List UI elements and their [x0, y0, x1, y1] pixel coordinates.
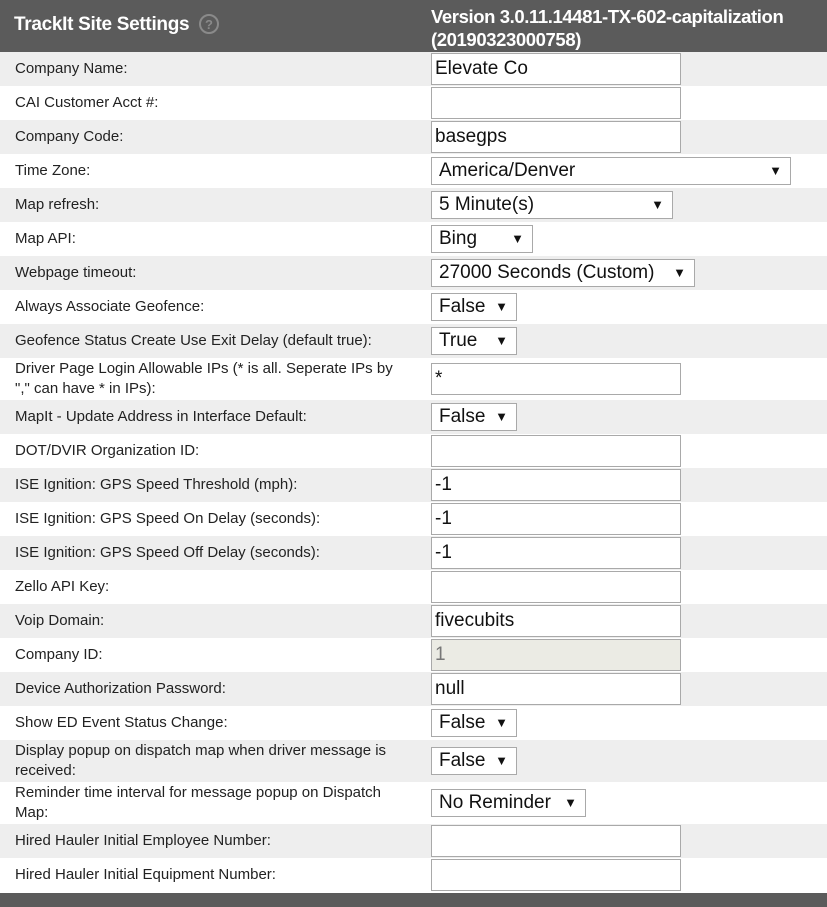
- setting-label: DOT/DVIR Organization ID:: [15, 442, 200, 459]
- map-api-select[interactable]: [431, 225, 533, 253]
- version-info: [431, 5, 821, 51]
- setting-row-driver-login-ips: [0, 358, 827, 400]
- setting-row-webpage-timeout: [0, 256, 827, 290]
- setting-label: Company ID:: [15, 646, 103, 663]
- setting-label: Always Associate Geofence:: [15, 298, 205, 315]
- dot-dvir-org-id-input[interactable]: [431, 435, 681, 467]
- triangle-down-icon: ▼: [495, 409, 508, 424]
- triangle-down-icon: ▼: [673, 265, 686, 280]
- setting-label: Display popup on dispatch map when driver message is received:: [15, 742, 387, 779]
- popup-reminder-value: No Reminder: [439, 792, 551, 813]
- setting-label: Company Code:: [15, 128, 124, 145]
- company-code-input[interactable]: basegps: [431, 121, 681, 153]
- geofence-exit-delay-value: True: [439, 330, 478, 351]
- setting-label: CAI Customer Acct #:: [15, 94, 159, 111]
- settings-header: [0, 0, 827, 52]
- setting-row-zello-api-key: [0, 570, 827, 604]
- company-name-input[interactable]: Elevate Co: [431, 53, 681, 85]
- show-ed-event-status-select[interactable]: [431, 709, 517, 737]
- version-number: Version 3.0.11.14481-TX-602-capitalization: [431, 6, 784, 27]
- ise-speed-threshold-input[interactable]: -1: [431, 469, 681, 501]
- setting-row-show-ed-event-status: [0, 706, 827, 740]
- triangle-down-icon: ▼: [495, 333, 508, 348]
- setting-label: Voip Domain:: [15, 612, 105, 629]
- map-refresh-select[interactable]: [431, 191, 673, 219]
- setting-row-always-associate-geofence: [0, 290, 827, 324]
- setting-row-ise-speed-off-delay: [0, 536, 827, 570]
- triangle-down-icon: ▼: [651, 197, 664, 212]
- setting-row-ise-speed-threshold: [0, 468, 827, 502]
- setting-row-time-zone: [0, 154, 827, 188]
- map-api-value: Bing: [439, 228, 478, 249]
- setting-label: Device Authorization Password:: [15, 680, 226, 697]
- setting-label: Company Name:: [15, 60, 128, 77]
- setting-label: ISE Ignition: GPS Speed Threshold (mph):: [15, 476, 298, 493]
- setting-row-popup-reminder: [0, 782, 827, 824]
- setting-row-map-refresh: [0, 188, 827, 222]
- dispatch-popup-select[interactable]: [431, 747, 517, 775]
- setting-row-dot-dvir-org-id: [0, 434, 827, 468]
- triangle-down-icon: ▼: [495, 299, 508, 314]
- triangle-down-icon: ▼: [769, 163, 782, 178]
- geofence-exit-delay-select[interactable]: [431, 327, 517, 355]
- triangle-down-icon: ▼: [495, 715, 508, 730]
- setting-row-voip-domain: [0, 604, 827, 638]
- device-auth-password-input[interactable]: null: [431, 673, 681, 705]
- voip-domain-input[interactable]: fivecubits: [431, 605, 681, 637]
- version-build: (20190323000758): [431, 29, 581, 50]
- time-zone-value: America/Denver: [439, 160, 576, 181]
- company-id-input: 1: [431, 639, 681, 671]
- setting-row-hired-hauler-employee: [0, 824, 827, 858]
- setting-label: Geofence Status Create Use Exit Delay (default true):: [15, 332, 372, 349]
- setting-row-mapit-update-address: [0, 400, 827, 434]
- ise-speed-off-delay-input[interactable]: -1: [431, 537, 681, 569]
- setting-label: ISE Ignition: GPS Speed Off Delay (seconds):: [15, 544, 320, 561]
- setting-label: Webpage timeout:: [15, 264, 137, 281]
- setting-row-company-name: [0, 52, 827, 86]
- setting-label: Time Zone:: [15, 162, 91, 179]
- setting-row-cai-customer-acct: [0, 86, 827, 120]
- setting-row-geofence-exit-delay: [0, 324, 827, 358]
- settings-form: [0, 52, 827, 892]
- mapit-update-address-value: False: [439, 406, 486, 427]
- always-associate-geofence-select[interactable]: [431, 293, 517, 321]
- show-ed-event-status-value: False: [439, 712, 486, 733]
- setting-row-company-id: [0, 638, 827, 672]
- help-icon[interactable]: ?: [199, 14, 219, 34]
- triangle-down-icon: ▼: [495, 753, 508, 768]
- setting-label: Hired Hauler Initial Employee Number:: [15, 832, 271, 849]
- setting-row-hired-hauler-equipment: [0, 858, 827, 892]
- driver-login-ips-input[interactable]: *: [431, 363, 681, 395]
- page-title: TrackIt Site Settings: [14, 14, 190, 35]
- setting-row-map-api: [0, 222, 827, 256]
- setting-label: Hired Hauler Initial Equipment Number:: [15, 866, 276, 883]
- hired-hauler-employee-input[interactable]: [431, 825, 681, 857]
- always-associate-geofence-value: False: [439, 296, 486, 317]
- webpage-timeout-value: 27000 Seconds (Custom): [439, 262, 655, 283]
- setting-label: ISE Ignition: GPS Speed On Delay (seconds):: [15, 510, 321, 527]
- triangle-down-icon: ▼: [511, 231, 524, 246]
- setting-label: Zello API Key:: [15, 578, 110, 595]
- cai-customer-acct-input[interactable]: [431, 87, 681, 119]
- setting-label: Driver Page Login Allowable IPs (* is all. Seperate IPs by "," can have * in IPs):: [15, 360, 393, 397]
- mapit-update-address-select[interactable]: [431, 403, 517, 431]
- zello-api-key-input[interactable]: [431, 571, 681, 603]
- time-zone-select[interactable]: [431, 157, 791, 185]
- popup-reminder-select[interactable]: [431, 789, 586, 817]
- settings-footer: [0, 893, 827, 907]
- webpage-timeout-select[interactable]: [431, 259, 695, 287]
- setting-row-device-auth-password: [0, 672, 827, 706]
- setting-row-dispatch-popup: [0, 740, 827, 782]
- map-refresh-value: 5 Minute(s): [439, 194, 535, 215]
- dispatch-popup-value: False: [439, 750, 486, 771]
- ise-speed-on-delay-input[interactable]: -1: [431, 503, 681, 535]
- setting-label: Show ED Event Status Change:: [15, 714, 228, 731]
- setting-label: Map API:: [15, 230, 76, 247]
- setting-label: MapIt - Update Address in Interface Default:: [15, 408, 307, 425]
- setting-row-company-code: [0, 120, 827, 154]
- setting-label: Map refresh:: [15, 196, 100, 213]
- triangle-down-icon: ▼: [564, 795, 577, 810]
- setting-row-ise-speed-on-delay: [0, 502, 827, 536]
- setting-label: Reminder time interval for message popup on Dispatch Map:: [15, 784, 382, 821]
- hired-hauler-equipment-input[interactable]: [431, 859, 681, 891]
